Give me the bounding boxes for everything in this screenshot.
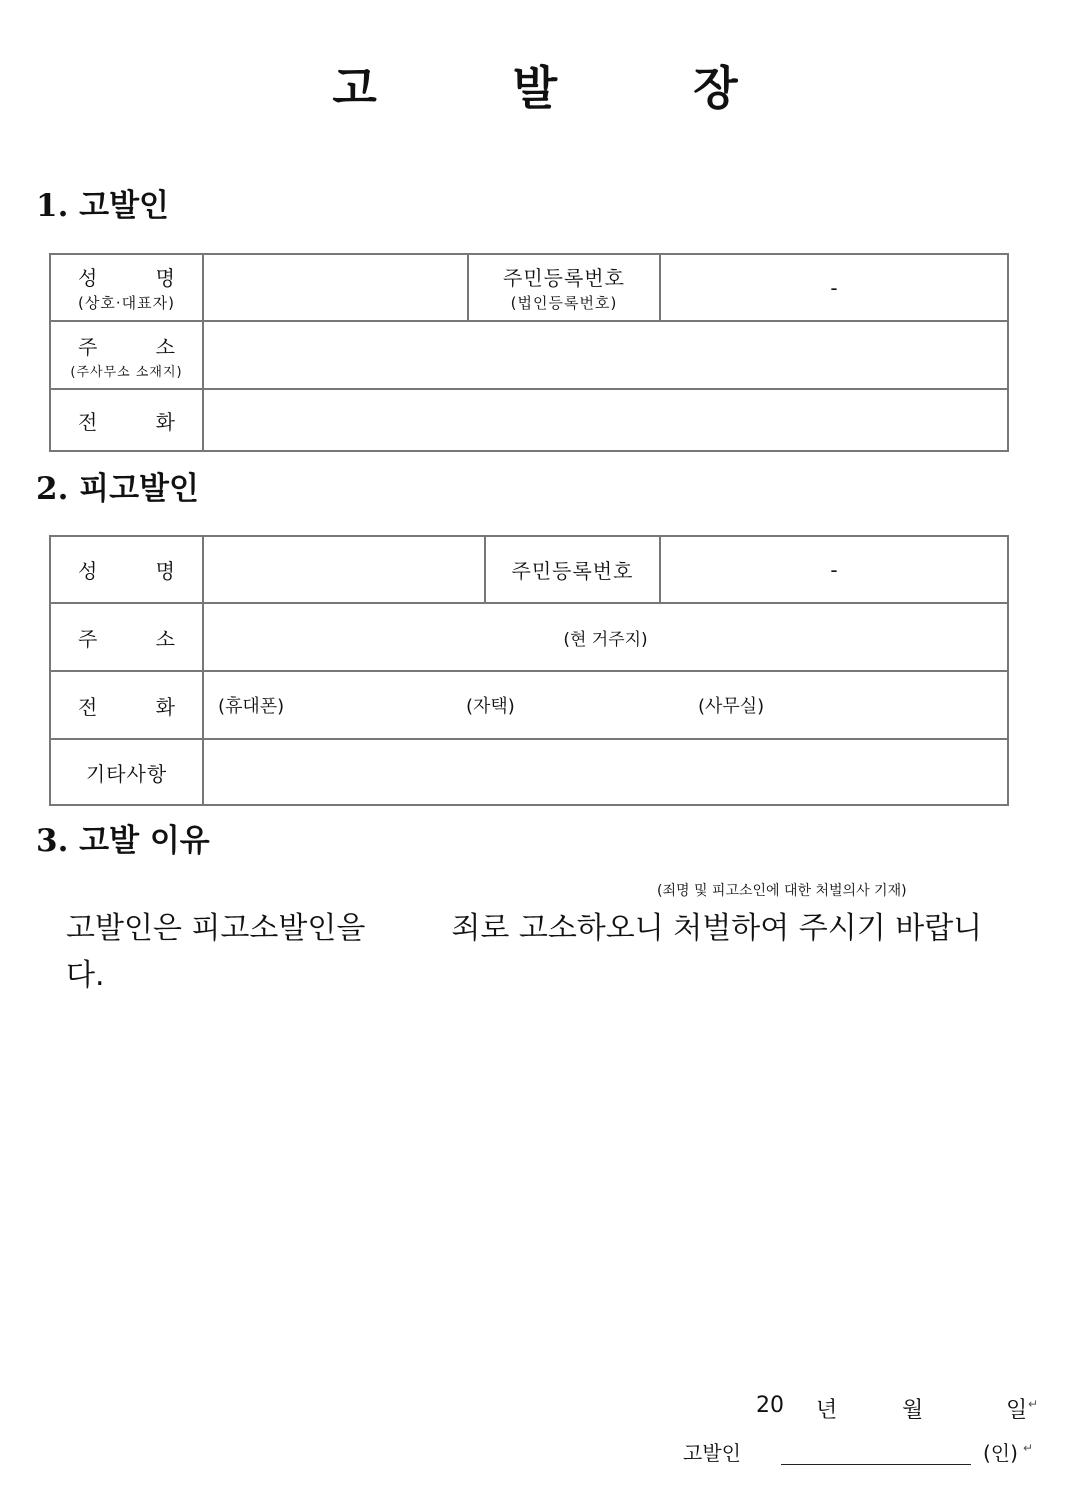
accused-name-field[interactable] [203, 536, 485, 603]
section-complainant-heading: 1. 고발인 [36, 188, 169, 224]
complainant-name-label: 성 명 (상호·대표자) [50, 254, 203, 321]
accused-address-field[interactable] [203, 603, 1008, 671]
accused-etc-field[interactable] [203, 739, 1008, 805]
accused-name-label: 성 명 [50, 536, 203, 603]
signature-field[interactable] [781, 1464, 971, 1465]
complainant-phone-field[interactable] [203, 389, 1008, 451]
complainant-name-field[interactable] [203, 254, 468, 321]
reason-note: (죄명 및 피고소인에 대한 처벌의사 기재) [657, 883, 907, 899]
complainant-rrn-label: 주민등록번호 (법인등록번호) [468, 254, 660, 321]
accused-phone-mobile-label: (휴대폰) [218, 696, 285, 717]
complainant-address-label: 주 소 (주사무소 소재지) [50, 321, 203, 389]
section-reason-heading: 3. 고발 이유 [36, 823, 210, 859]
year-label: 년 [816, 1398, 838, 1423]
document-title: 고 발 장 [332, 61, 798, 115]
accused-address-hint: (현 거주지) [563, 629, 648, 650]
accused-phone-field[interactable] [203, 671, 1008, 739]
accused-address-label: 주 소 [50, 603, 203, 671]
accused-phone-home-label: (자택) [466, 696, 515, 717]
signature-line-mark: ↵ [1023, 1441, 1034, 1455]
section-accused-heading: 2. 피고발인 [36, 471, 199, 507]
accused-rrn-field[interactable]: - [660, 536, 1008, 603]
signer-label: 고발인 [683, 1441, 741, 1465]
complainant-address-field[interactable] [203, 321, 1008, 389]
reason-text: 고발인은 피고소발인을 죄로 고소하오니 처벌하여 주시기 바랍니다. [66, 911, 983, 993]
complainant-rrn-field[interactable]: - [660, 254, 1008, 321]
seal-label: (인) [983, 1441, 1018, 1465]
day-label: 일 [1006, 1398, 1028, 1423]
signature-line [683, 1437, 1034, 1466]
accused-rrn-label: 주민등록번호 [485, 536, 660, 603]
accused-phone-office-label: (사무실) [698, 696, 765, 717]
year-prefix: 20 [756, 1393, 784, 1418]
accused-phone-label: 전 화 [50, 671, 203, 739]
date-line-mark: ↵ [1028, 1397, 1039, 1411]
complainant-table [49, 253, 1009, 452]
accused-etc-label: 기타사항 [50, 739, 203, 805]
complainant-phone-label: 전 화 [50, 389, 203, 451]
month-label: 월 [902, 1398, 924, 1423]
accused-table [49, 535, 1009, 806]
